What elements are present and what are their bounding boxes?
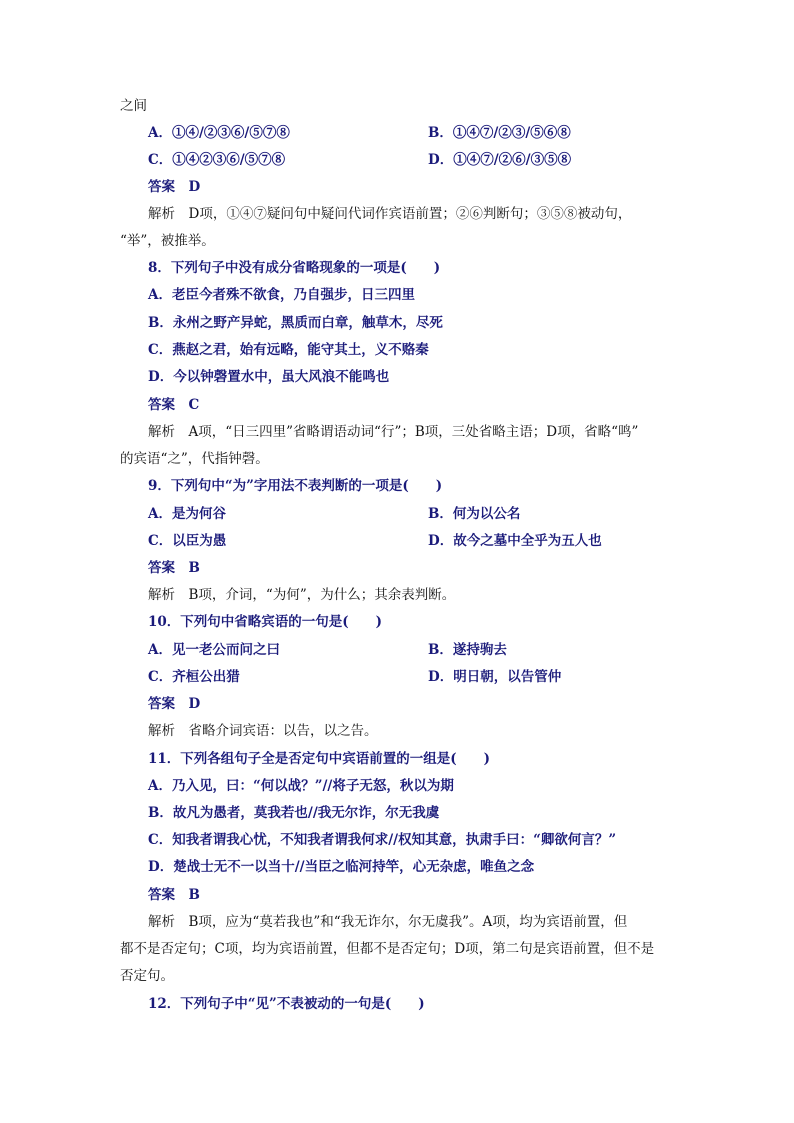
q9-option-d: D．故今之墓中全乎为五人也 [428, 533, 602, 549]
prev-option-c: C．①④②③⑥/⑤⑦⑧ [148, 152, 286, 168]
q8-option-d: D．今以钟磬置水中，虽大风浪不能鸣也 [148, 369, 390, 385]
q11-analysis-line-2: 都不是否定句；C项，均为宾语前置，但都不是否定句；D项，第二句是宾语前置，但不是 [120, 941, 655, 957]
q10-stem: 10．下列句中省略宾语的一句是( ) [148, 614, 383, 630]
q9-option-b: B．何为以公名 [428, 506, 521, 522]
prev-option-a: A．①④/②③⑥/⑤⑦⑧ [148, 125, 290, 141]
q8-answer: 答案 C [148, 397, 200, 413]
prev-analysis-line-1: 解析 D项，①④⑦疑问句中疑问代词作宾语前置；②⑥判断句；③⑤⑧被动句， [148, 206, 632, 222]
q8-option-c: C．燕赵之君，始有远略，能守其土，义不赂秦 [148, 342, 429, 358]
q9-stem: 9．下列句中“为”字用法不表判断的一项是( ) [148, 478, 443, 494]
q10-option-a: A．见一老公而问之曰 [148, 642, 280, 658]
q8-analysis-line-2: 的宾语“之”，代指钟磬。 [120, 451, 269, 467]
prev-option-d: D．①④⑦/②⑥/③⑤⑧ [428, 152, 572, 168]
prev-answer: 答案 D [148, 179, 201, 195]
prev-option-b: B．①④⑦/②③/⑤⑥⑧ [428, 125, 571, 141]
q9-answer: 答案 B [148, 560, 200, 576]
q9-analysis-line-1: 解析 B项，介词，“为何”，为什么；其余表判断。 [148, 587, 456, 603]
q11-option-c: C．知我者谓我心忧，不知我者谓我何求//权知其意，执肃手曰：“卿欲何言？” [148, 832, 617, 848]
q11-option-b: B．故凡为愚者，莫我若也//我无尔诈，尔无我虞 [148, 805, 440, 821]
q10-answer: 答案 D [148, 696, 201, 712]
q8-option-a: A．老臣今者殊不欲食，乃自强步，日三四里 [148, 287, 415, 303]
q11-option-d: D．楚战士无不一以当十//当臣之临河持竿，心无杂虑，唯鱼之念 [148, 859, 535, 875]
q8-option-b: B．永州之野产异蛇，黑质而白章，触草木，尽死 [148, 315, 443, 331]
q9-option-c: C．以臣为愚 [148, 533, 227, 549]
q11-answer: 答案 B [148, 887, 200, 903]
q11-option-a: A．乃入见，曰：“何以战？”//将子无怒，秋以为期 [148, 778, 454, 794]
q10-option-c: C．齐桓公出猎 [148, 669, 240, 685]
q8-analysis-line-1: 解析 A项，“日三四里”省略谓语动词“行”；B项，三处省略主语；D项，省略“鸣” [148, 424, 639, 440]
q11-analysis-line-1: 解析 B项，应为“莫若我也”和“我无诈尔，尔无虞我”。A项，均为宾语前置，但 [148, 914, 628, 930]
q9-option-a: A．是为何谷 [148, 506, 226, 522]
q10-analysis-line-1: 解析 省略介词宾语：以告，以之告。 [148, 723, 378, 739]
q8-stem: 8．下列句子中没有成分省略现象的一项是( ) [148, 260, 441, 276]
q12-stem: 12．下列句子中“见”不表被动的一句是( ) [148, 996, 425, 1012]
q11-analysis-line-3: 否定句。 [120, 968, 174, 984]
prev-question-tail: 之间 [120, 98, 147, 114]
q11-stem: 11．下列各组句子全是否定句中宾语前置的一组是( ) [148, 751, 491, 767]
q10-option-b: B．遂持驹去 [428, 642, 507, 658]
q10-option-d: D．明日朝，以告管仲 [428, 669, 562, 685]
prev-analysis-line-2: “举”，被推举。 [120, 233, 215, 249]
